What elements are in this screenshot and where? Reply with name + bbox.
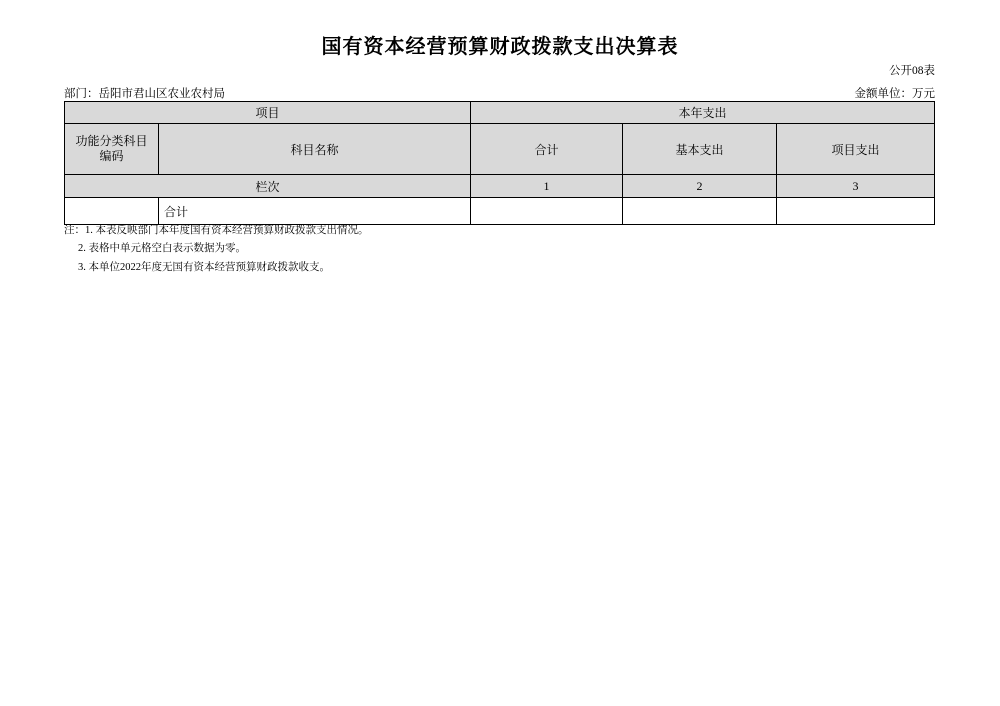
notes-prefix: 注： xyxy=(64,225,85,236)
budget-expenditure-table xyxy=(64,101,935,225)
column-header-subject-name: 科目名称 xyxy=(159,124,471,175)
column-header-function-code xyxy=(65,124,159,175)
department-label: 部门：岳阳市君山区农业农村局 xyxy=(64,88,225,100)
group-header-project: 项目 xyxy=(65,102,471,124)
column-index-1: 1 xyxy=(471,175,623,198)
note-item-2: 2. 表格中单元格空白表示数据为零。 xyxy=(78,243,246,255)
table-notes xyxy=(64,222,369,277)
note-line-2 xyxy=(64,240,369,258)
column-header-function-code-line1: 功能分类科目 xyxy=(75,134,148,148)
page-title: 国有资本经营预算财政拨款支出决算表 xyxy=(321,36,679,58)
column-index-3: 3 xyxy=(777,175,935,198)
cell-function-code xyxy=(65,198,159,225)
column-index-2: 2 xyxy=(623,175,777,198)
note-line-1 xyxy=(64,222,369,240)
amount-unit-label: 金额单位：万元 xyxy=(854,88,935,100)
cell-project-expenditure xyxy=(777,198,935,225)
cell-total xyxy=(471,198,623,225)
cell-basic-expenditure xyxy=(623,198,777,225)
note-line-3 xyxy=(64,259,369,277)
column-index-label: 栏次 xyxy=(65,175,471,198)
form-code-label: 公开08表 xyxy=(889,65,935,77)
note-item-3: 3. 本单位2022年度无国有资本经营预算财政拨款收支。 xyxy=(78,261,330,273)
note-item-1: 1. 本表反映部门本年度国有资本经营预算财政拨款支出情况。 xyxy=(85,225,369,236)
cell-subject-name: 合计 xyxy=(159,198,471,225)
group-header-current-year-expenditure: 本年支出 xyxy=(471,102,935,124)
column-header-project-expenditure: 项目支出 xyxy=(777,124,935,175)
column-header-total: 合计 xyxy=(471,124,623,175)
table-group-header-row xyxy=(65,102,935,124)
column-header-basic-expenditure: 基本支出 xyxy=(623,124,777,175)
table-column-header-row xyxy=(65,124,935,175)
table-column-index-row xyxy=(65,175,935,198)
table-row xyxy=(65,198,935,225)
column-header-function-code-line2: 编码 xyxy=(99,149,124,163)
